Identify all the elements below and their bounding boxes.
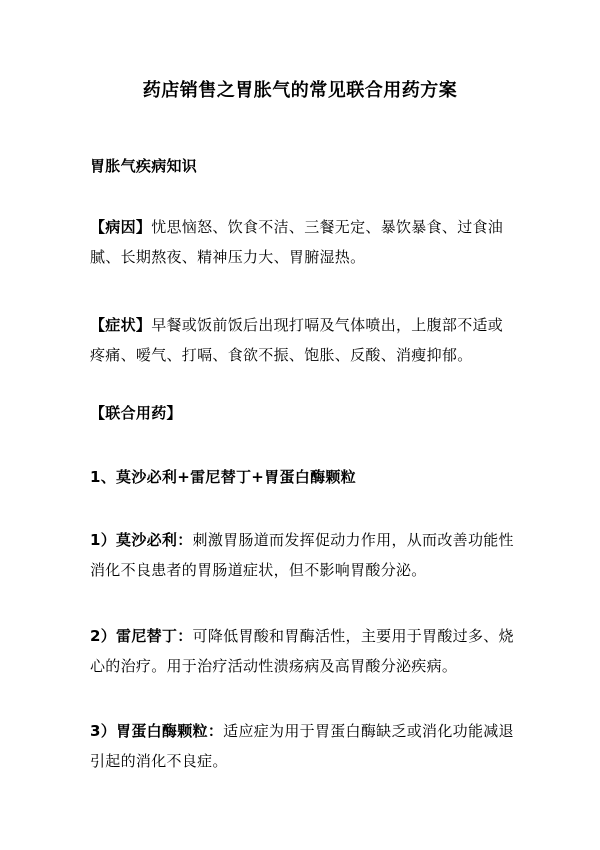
symptom-label: 【症状】 [90, 316, 152, 334]
drug-text-1: 刺激胃肠道而发挥促动力作用，从而改善功能性消化不良患者的胃肠道症状，但不影响胃酸分泌。 [90, 531, 514, 579]
drug-paragraph-1 [90, 525, 515, 585]
drug-text-3: 适应症为用于胃蛋白酶缺乏或消化功能减退引起的消化不良症。 [90, 722, 514, 770]
drug-paragraph-3 [90, 716, 515, 776]
cause-label: 【病因】 [90, 218, 152, 236]
drug-label-1: 1）莫沙必利： [90, 531, 193, 549]
symptom-text: 早餐或饭前饭后出现打嗝及气体喷出，上腹部不适或疼痛、嗳气、打嗝、食欲不振、饱胀、反酸、消瘦抑郁。 [90, 316, 504, 364]
symptom-paragraph [90, 310, 515, 370]
drug-text-2: 可降低胃酸和胃酶活性，主要用于胃酸过多、烧心的治疗。用于治疗活动性溃疡病及高胃酸分泌疾病。 [90, 627, 514, 675]
plan1-heading: 1、莫沙必利+雷尼替丁+胃蛋白酶颗粒 [90, 468, 356, 486]
cause-text: 忧思恼怒、饮食不洁、三餐无定、暴饮暴食、过食油腻、长期熬夜、精神压力大、胃腑湿热。 [90, 218, 504, 266]
page-title: 药店销售之胃胀气的常见联合用药方案 [142, 80, 458, 101]
drug-label-2: 2）雷尼替丁： [90, 627, 193, 645]
cause-paragraph [90, 212, 515, 272]
drug-label-3: 3）胃蛋白酶颗粒： [90, 722, 224, 740]
combo-heading: 【联合用药】 [90, 404, 182, 422]
drug-paragraph-2 [90, 621, 515, 681]
section-heading: 胃胀气疾病知识 [90, 157, 198, 175]
